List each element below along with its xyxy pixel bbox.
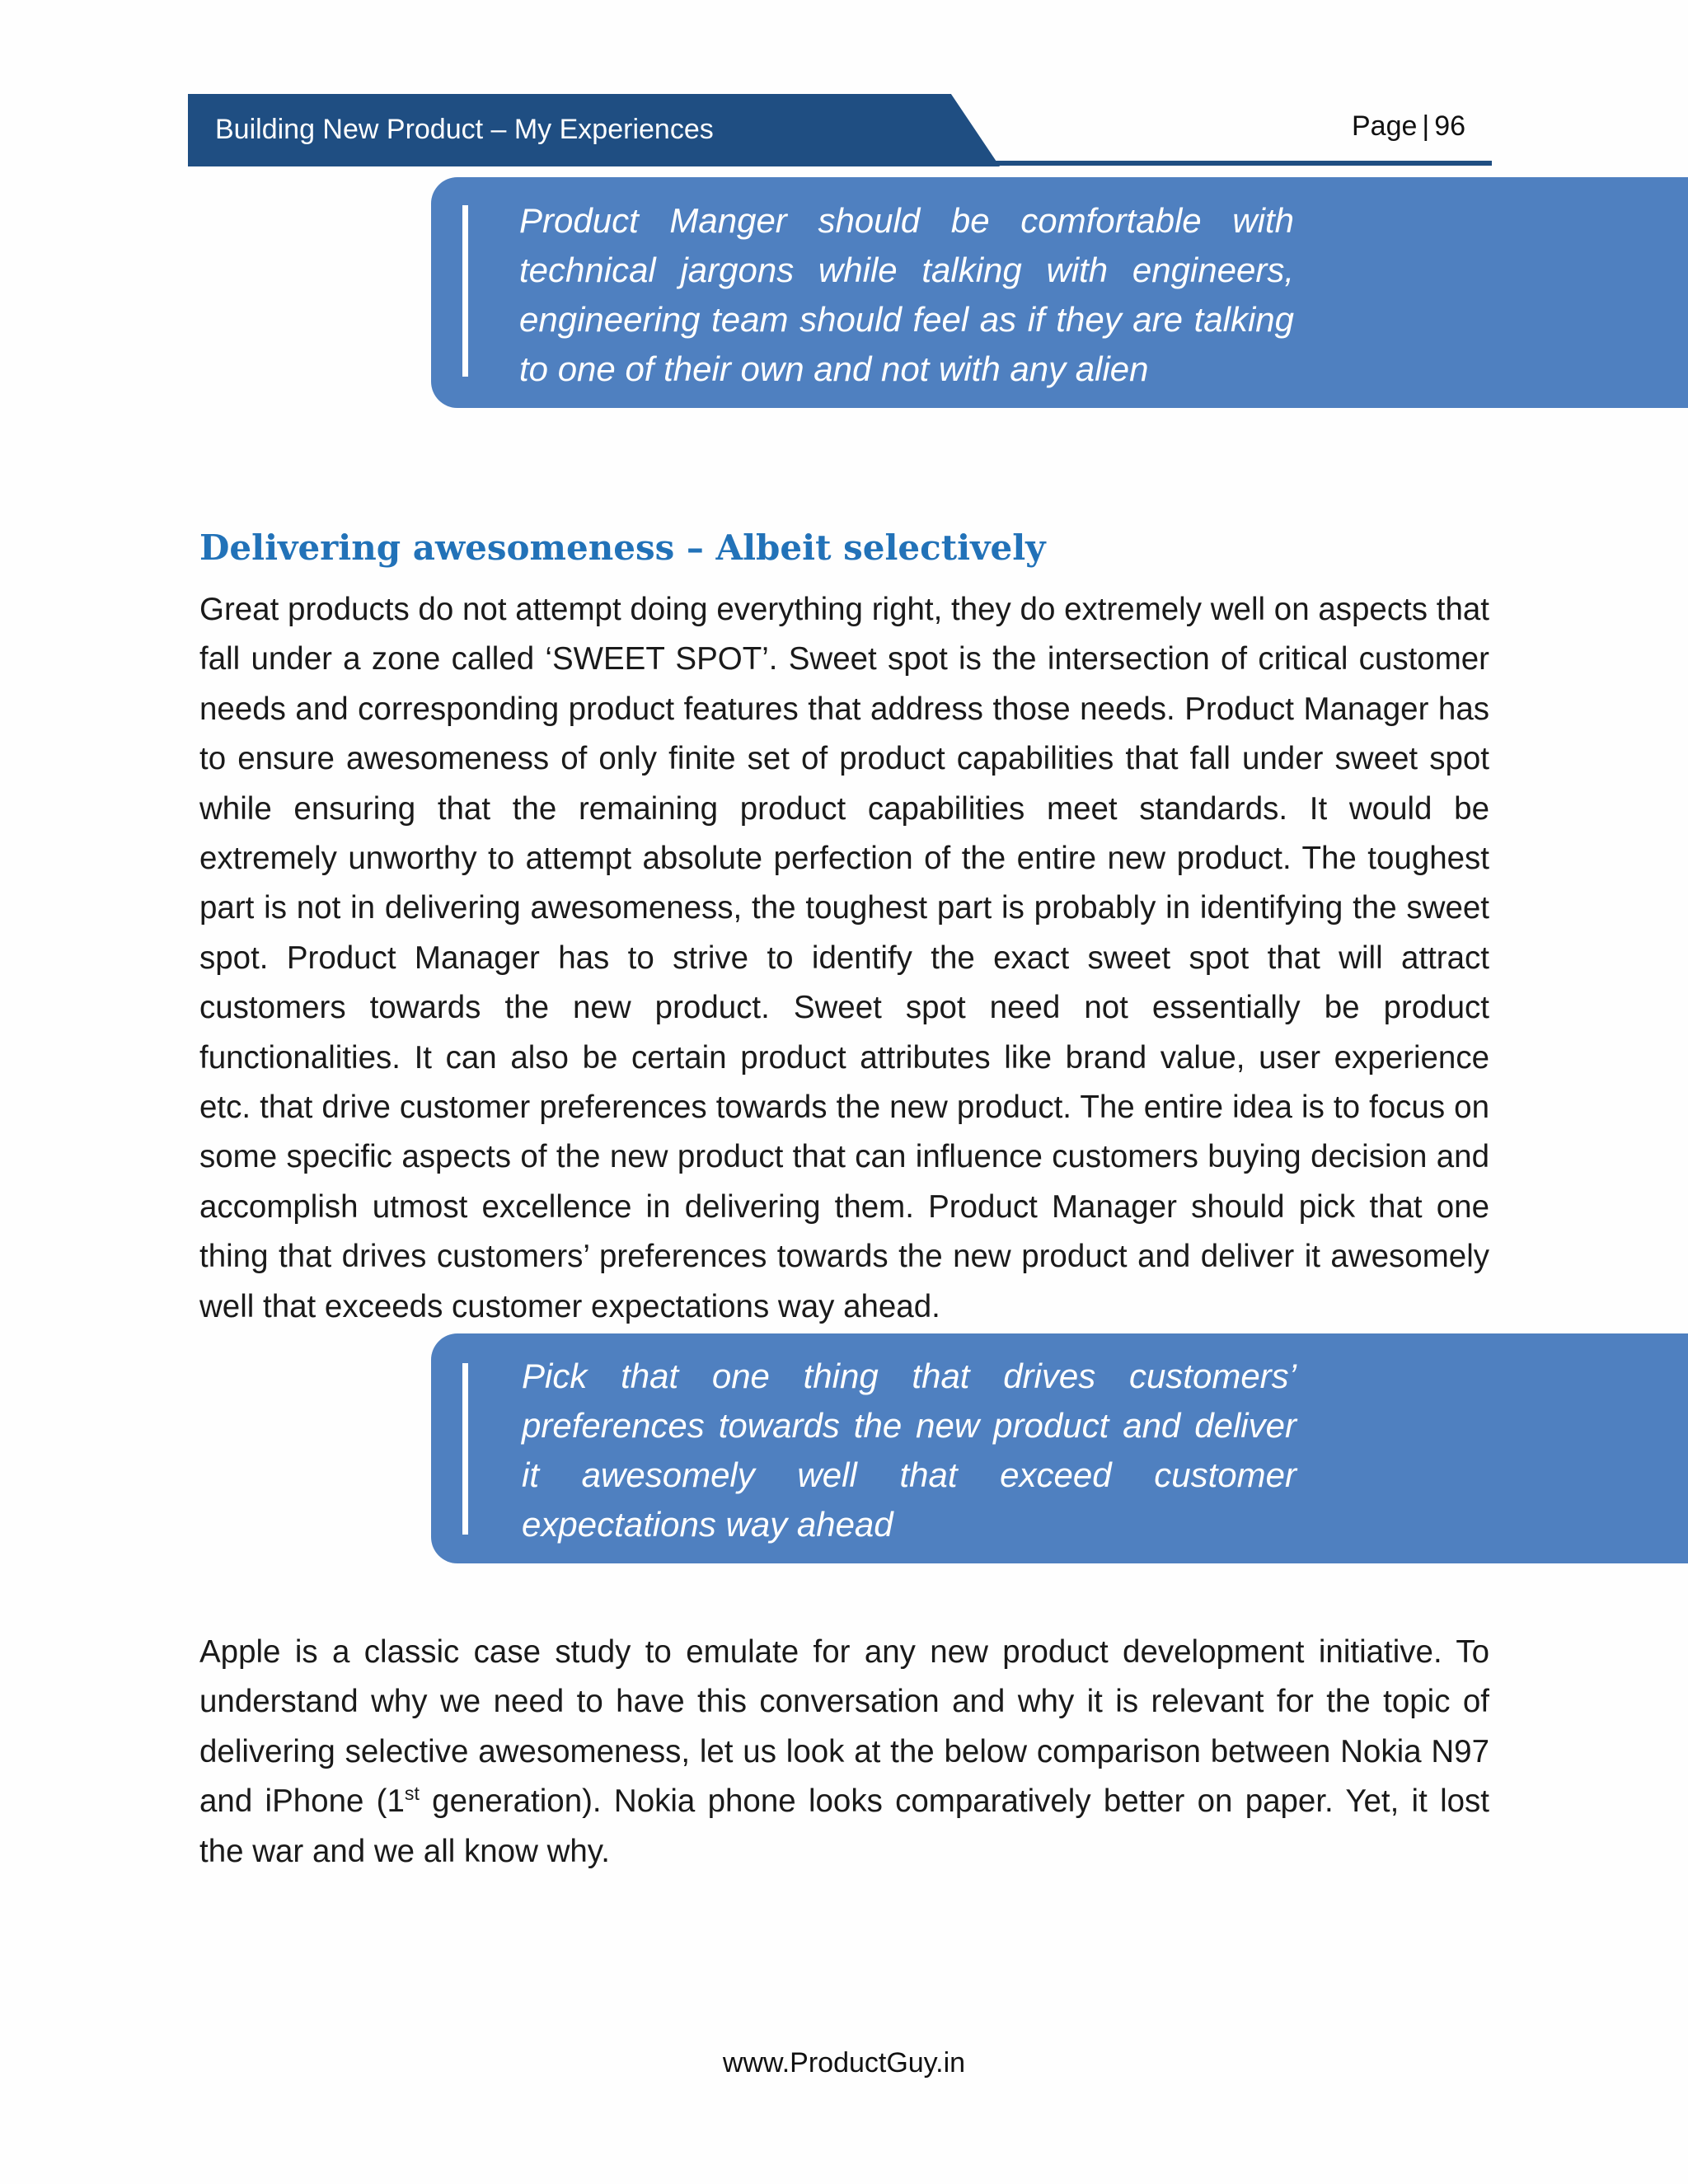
quote-bar: [462, 205, 468, 377]
paragraph-text: Apple is a classic case study to emulate for any new product development initiative. To understand why we need to have this conversation and why it is relevant for the topic of delivering selective awesomeness, let us look at the below comparison between Nokia N97 and iPhone (1: [199, 1634, 1489, 1820]
page-label: Page: [1352, 110, 1418, 142]
pull-quote-text: Product Manger should be comfortable with technical jargons while talking with engineers, engineering team should feel as if they are talking to one of their own and not with any alien: [519, 201, 1294, 388]
paragraph-text: generation). Nokia phone looks comparatively better on paper. Yet, it lost the war and we all know why.: [199, 1783, 1489, 1869]
footer-url: www.ProductGuy.in: [722, 2047, 966, 2079]
pull-quote-text: Pick that one thing that drives customers’ preferences towards the new product and deliver it awesomely well that exceed customer expectations way ahead: [522, 1357, 1296, 1544]
superscript: st: [404, 1783, 420, 1805]
body-paragraph: Great products do not attempt doing everything right, they do extremely well on aspects that fall under a zone called ‘SWEET SPOT’. Sweet spot is the intersection of critical customer needs and corresponding product features that address those needs. Product Manager has to ensure awesomeness of only finite set of product capabilities that fall under sweet spot while ensuring that the remaining product capabilities meet standards. It would be extremely unworthy to attempt absolute perfection of the entire new product. The toughest part is not in delivering awesomeness, the toughest part is probably in identifying the sweet spot. Product Manager has to strive to identify the exact sweet spot that will attract customers towards the new product. Sweet spot need not essentially be product functionalities. It can also be certain product attributes like brand value, user experience etc. that drive customer preferences towards the new product. The entire idea is to focus on some specific aspects of the new product that can influence customers buying decision and accomplish utmost excellence in delivering them. Product Manager should pick that one thing that drives customers’ preferences towards the new product and deliver it awesomely well that exceeds customer expectations way ahead.: [199, 592, 1489, 1324]
page-separator: |: [1422, 110, 1430, 142]
body-paragraph: [199, 1628, 1489, 1877]
section-heading: Delivering awesomeness – Albeit selectively: [199, 527, 1046, 568]
document-title: Building New Product – My Experiences: [215, 114, 714, 145]
header-rule: [981, 161, 1492, 166]
page-number: [1352, 110, 1465, 143]
page-number-value: 96: [1434, 110, 1466, 142]
quote-bar: [462, 1363, 468, 1535]
